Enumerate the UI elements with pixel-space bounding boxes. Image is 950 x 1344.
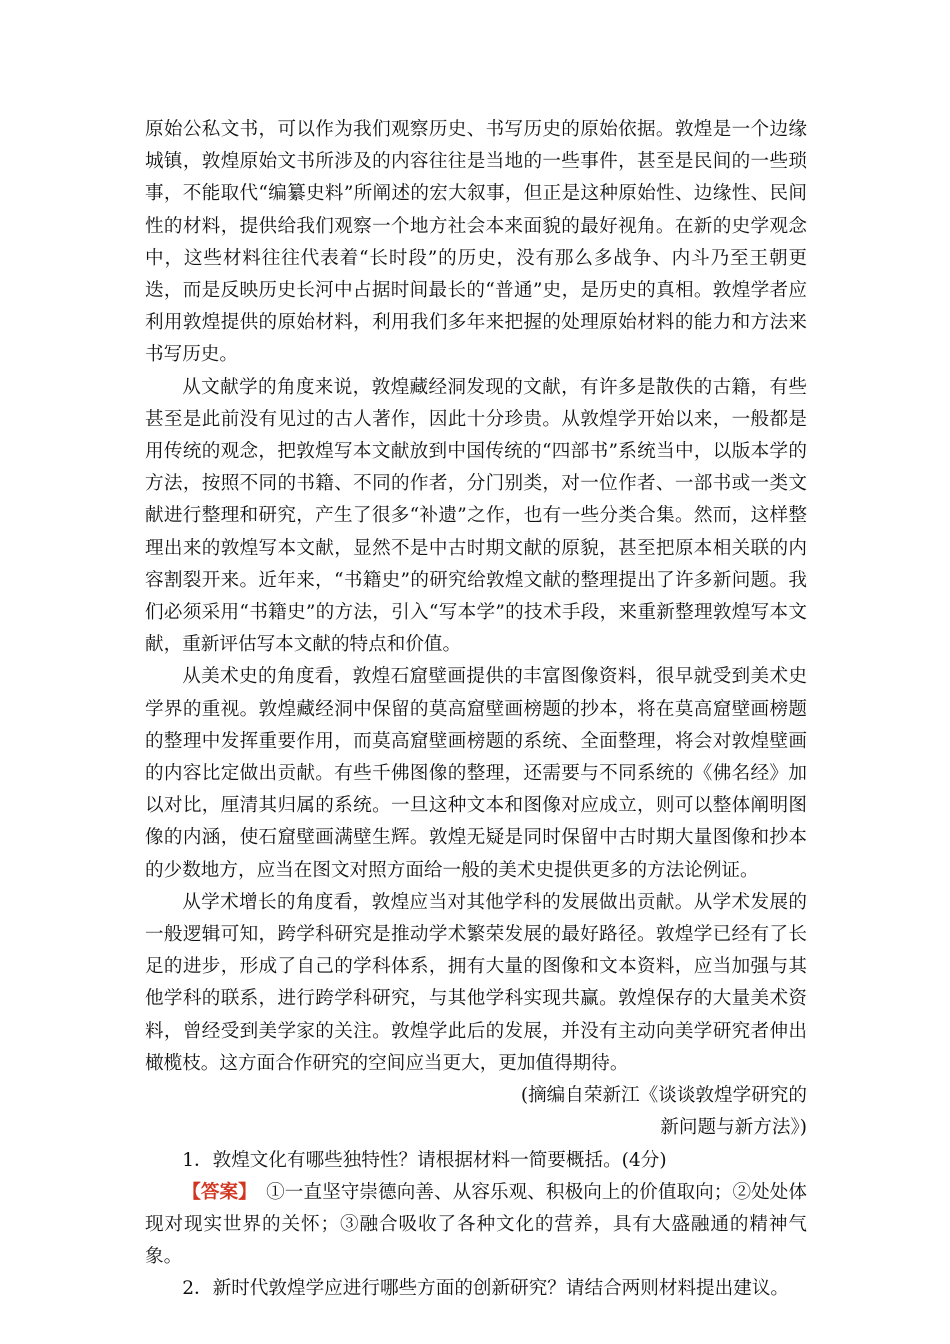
answer-text: ①一直坚守崇德向善、从容乐观、积极向上的价值取向；②处处体现对现实世界的关怀；③融合吸收了各种文化的营养，具有大盛融通的精神气象。 — [145, 1181, 807, 1268]
source-citation-line-2: 新问题与新方法》) — [660, 1117, 807, 1139]
document-page — [145, 114, 807, 1306]
paragraph-4: 从学术增长的角度看，敦煌应当对其他学科的发展做出贡献。从学术发展的一般逻辑可知，跨学科研究是推动学术繁荣发展的最好路径。敦煌学已经有了长足的进步，形成了自己的学科体系，拥有大量的图像和文本资料，应当加强与其他学科的联系，进行跨学科研究，与其他学科实现共赢。敦煌保存的大量美术资料，曾经受到美学家的关注。敦煌学此后的发展，并没有主动向美学研究者伸出橄榄枝。这方面合作研究的空间应当更大，更加值得期待。 — [145, 891, 807, 1074]
answer-tag: 【答案】 — [182, 1181, 248, 1203]
question-1: 1．敦煌文化有哪些独特性？请根据材料一简要概括。(4分) — [182, 1149, 667, 1171]
paragraph-1: 原始公私文书，可以作为我们观察历史、书写历史的原始依据。敦煌是一个边缘城镇，敦煌原始文书所涉及的内容往往是当地的一些事件，甚至是民间的一些琐事，不能取代“编纂史料”所阐述的宏大叙事，但正是这种原始性、边缘性、民间性的材料，提供给我们观察一个地方社会本来面貌的最好视角。在新的史学观念中，这些材料往往代表着“长时段”的历史，没有那么多战争、内斗乃至王朝更迭，而是反映历史长河中占据时间最长的“普通”史，是历史的真相。敦煌学者应利用敦煌提供的原始材料，利用我们多年来把握的处理原始材料的能力和方法来书写历史。 — [145, 119, 807, 366]
paragraph-2: 从文献学的角度来说，敦煌藏经洞发现的文献，有许多是散佚的古籍，有些甚至是此前没有见过的古人著作，因此十分珍贵。从敦煌学开始以来，一般都是用传统的观念，把敦煌写本文献放到中国传统的“四部书”系统当中，以版本学的方法，按照不同的书籍、不同的作者，分门别类，对一位作者、一部书或一类文献进行整理和研究，产生了很多“补遗”之作，也有一些分类合集。然而，这样整理出来的敦煌写本文献，显然不是中古时期文献的原貌，甚至把原本相关联的内容割裂开来。近年来，“书籍史”的研究给敦煌文献的整理提出了许多新问题。我们必须采用“书籍史”的方法，引入“写本学”的技术手段，来重新整理敦煌写本文献，重新评估写本文献的特点和价值。 — [145, 376, 807, 656]
question-2: 2．新时代敦煌学应进行哪些方面的创新研究？请结合两则材料提出建议。 — [182, 1278, 790, 1300]
source-citation-line-1: (摘编自荣新江《谈谈敦煌学研究的 — [520, 1085, 807, 1107]
answer-1 — [145, 1177, 807, 1274]
paragraph-3: 从美术史的角度看，敦煌石窟壁画提供的丰富图像资料，很早就受到美术史学界的重视。敦煌藏经洞中保留的莫高窟壁画榜题的抄本，将在莫高窟壁画榜题的整理中发挥重要作用，而莫高窟壁画榜题的系统、全面整理，将会对敦煌壁画的内容比定做出贡献。有些千佛图像的整理，还需要与不同系统的《佛名经》加以对比，厘清其归属的系统。一旦这种文本和图像对应成立，则可以整体阐明图像的内涵，使石窟壁画满壁生辉。敦煌无疑是同时保留中古时期大量图像和抄本的少数地方，应当在图文对照方面给一般的美术史提供更多的方法论例证。 — [145, 666, 807, 881]
